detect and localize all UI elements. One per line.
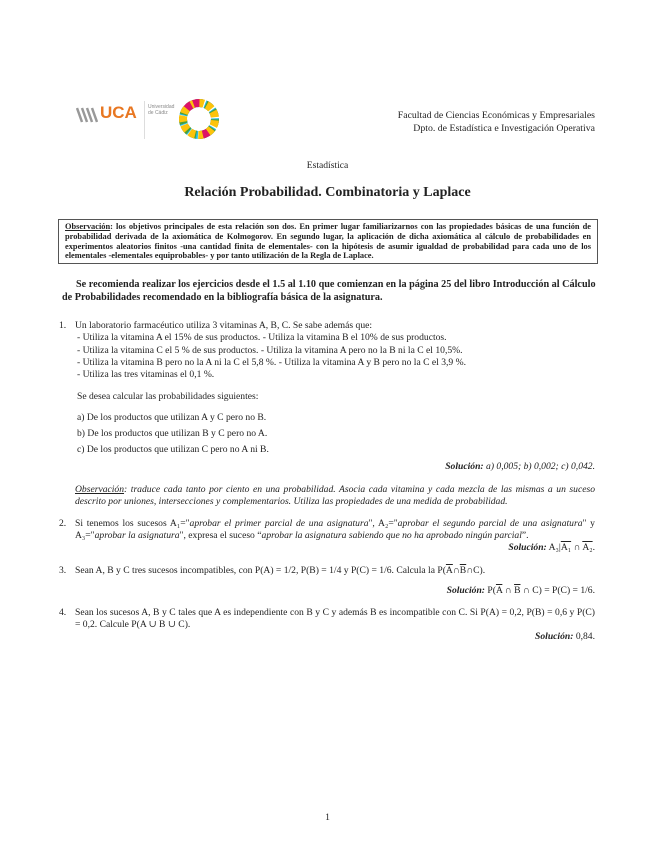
university-logo [72,98,202,142]
text: aprobar el primer parcial de una asignatura [189,518,369,530]
observation-text: : los objetivos principales de esta relación son dos. En primer lugar familiarizarnos con las propiedades básicas de una función de probabilidad derivada de la axiomática de Kolmogorov. En segundo lugar, la aplicación de dicha axiomática al cálculo de probabilidades en experimentos aleatorios finitos -una cantidad finita de elementales- con la hipótesis de asumir igualdad de probabilidad para cada uno de los elementales -elementales equiprobables- y por tanto utilización de la Regla de Laplace. [65,222,591,261]
fact: - Utiliza la vitamina B pero no la A ni la C el 5,8 %. - Utiliza la vitamina A y B pero no la C el 3,9 %. [77,356,466,368]
text: aprobar la asignatura [94,530,180,542]
math: $\overline{B}$ [514,584,521,596]
math: ∩ [502,584,515,596]
recommendation: Se recomienda realizar los ejercicios desde el 1.5 al 1.10 que comienzan en la página 25 del libro Introducción al Cálculo de Probabilidades recomendado en la bibliografía básica de la asignatura. [62,279,596,304]
solution-label: Solución: [446,584,485,596]
solution-label: Solución: [445,461,484,473]
observation-label: Observación [65,222,111,231]
department-name: Dpto. de Estadística e Investigación Operativa [413,123,595,134]
math: P( [487,584,496,596]
math: $\overline{A}$ [495,584,503,596]
text: ", A₂=" [368,518,398,530]
solution-text: 0,84. [575,631,595,643]
fact: - Utiliza la vitamina A el 15% de sus productos. - Utiliza la vitamina B el 10% de sus productos. [77,332,447,344]
text: Sean los sucesos A, B y C tales que A es independiente con B y C y además B es incompatible con C. Si P(A) = 0,2, P(B) = 0,6 y P(C) = 0,2. Calcule P(A ∪ B ∪ C). [75,607,595,631]
exercise-1 [59,320,595,508]
logo-text: UCA [100,103,137,122]
math: $\overline{B}$ [459,564,467,576]
fact: - Utiliza la vitamina C el 5 % de sus productos. - Utiliza la vitamina A pero no la B ni la C el 10,5%. [77,344,463,356]
math: ∩ [452,564,460,576]
exercise-3 [59,564,595,597]
text: " y A₃=" [75,518,595,542]
fact: - Utiliza las tres vitaminas el 0,1 %. [77,369,215,380]
text: Si tenemos los sucesos A₁=" [75,518,190,530]
exercise-number: 2. [59,518,67,530]
math: ∩ [571,542,583,554]
text: aprobar el segundo parcial de una asignatura [397,518,583,530]
text: aprobar la asignatura sabiendo que no ha aprobado ningún parcial [261,530,522,542]
observation-box [58,219,598,264]
math: ∩ C) = P(C) = 1/6. [520,584,595,596]
exercise-question: Se desea calcular las probabilidades siguientes: [77,391,259,403]
math: $\overline{A}$ [445,564,453,576]
exercise-2 [59,518,595,555]
exercise-intro: Un laboratorio farmacéutico utiliza 3 vitaminas A, B, C. Se sabe además que: [75,320,373,332]
text: ”. [521,530,529,542]
uca-emblem-icon [76,106,98,124]
faculty-header [398,109,595,135]
subquestion: a) De los productos que utilizan A y C pero no B. [77,412,267,424]
sdg-wheel-icon [178,98,220,140]
logo-subtext: Universidad de Cádiz [148,104,175,116]
subquestion: b) De los productos que utilizan B y C pero no A. [77,428,268,440]
solution [75,542,595,554]
observation-text: : traduce cada tanto por ciento en una probabilidad. Asocia cada vitamina y cada mezcla de las mismas a un suceso descrito por uniones, intersecciones y complementarios. Utiliza las propiedades de una medida de probabilidad. [75,483,595,507]
page-number: 1 [325,812,330,823]
math: ∩C). [466,564,486,576]
exercise-number: 4. [59,607,67,619]
exercise-4 [59,607,595,644]
exercise-number: 3. [59,564,67,576]
solution [75,461,595,473]
exercise-number: 1. [59,320,67,332]
text: Sean A, B y C tres sucesos incompatibles, con P(A) = 1/2, P(B) = 1/4 y P(C) = 1/6. Calcula la P( [75,564,446,576]
observation-label: Observación [75,483,125,495]
solution [75,585,595,597]
solution-label: Solución: [535,631,574,643]
math: A₂ [582,542,593,554]
math: . [592,542,595,554]
document-body [58,219,598,644]
exercise-observation [75,484,595,508]
subquestion: c) De los productos que utilizan C pero no A ni B. [77,444,269,456]
solution [75,631,595,643]
text: ", expresa el suceso “ [179,530,262,542]
subject: Estadística [306,160,349,171]
math: A₃| [548,542,561,554]
faculty-name: Facultad de Ciencias Económicas y Empresariales [397,110,595,121]
solution-label: Solución: [508,542,547,554]
math: A₁ [560,542,572,554]
solution-text: a) 0,005; b) 0,002; c) 0,042. [486,461,595,473]
page-title: Relación Probabilidad. Combinatoria y Laplace [184,185,471,200]
